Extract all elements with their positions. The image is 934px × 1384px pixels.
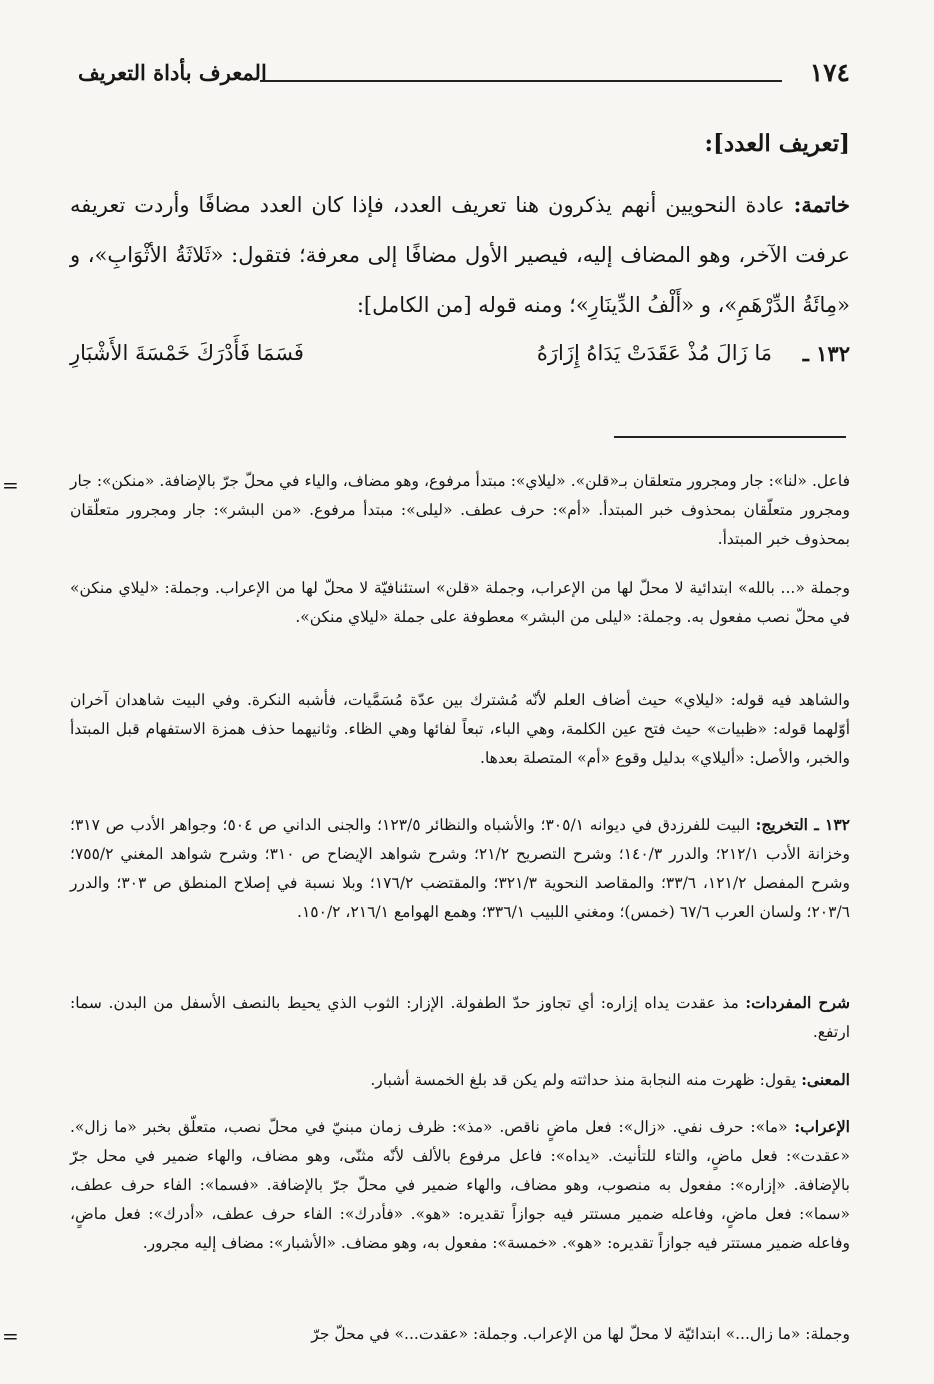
intro-text: عادة النحويين أنهم يذكرون هنا تعريف العدد، فإذا كان العدد مضافًا وأردت تعريفه عرفت الآخر، وهو المضاف إليه، فيصير الأول مضافًا إلى معرفة؛ فتقول: «ثَلاثَةُ الأثْوَابِ»، و «مِائَةُ الدِّرْهَمِ»، و «أَلْفُ الدِّينَارِ»؛ ومنه قوله [من الكامل]: bbox=[70, 193, 850, 317]
continuation-mark: = bbox=[2, 473, 19, 497]
running-title: المعرف بأداة التعريف bbox=[78, 60, 267, 85]
footnote-paragraph bbox=[70, 686, 850, 773]
footnote-paragraph bbox=[70, 574, 850, 632]
footnote-paragraph bbox=[2, 467, 850, 554]
verse-second-hemistich: فَسَمَا فَأَدْرَكَ خَمْسَةَ الأَشْبَارِ bbox=[70, 341, 304, 365]
takhrij-text: البيت للفرزدق في ديوانه ٣٠٥/١؛ والأشباه والنظائر ١٢٣/٥؛ والجنى الداني ص ٥٠٤؛ وجواهر الأدب ص ٣١٧؛ وخزانة الأدب ٢١٢/١؛ والدرر ١٤٠/٣؛ وشرح التصريح ٢١/٢؛ وشرح شواهد الإيضاح ص ٣١٠؛ وشرح شواهد المغني ٧٥٥/٢؛ وشرح المفصل ١٢١/٢، ٣٣/٦؛ والمقاصد النحوية ٣٢١/٣؛ والمقتضب ١٧٦/٢؛ وبلا نسبة في إصلاح المنطق ص ٣٠٣؛ والدرر ٢٠٣/٦؛ ولسان العرب ٦٧/٦ (خمس)؛ ومغني اللبيب ٣٣٦/١؛ وهمع الهوامع ٢١٦/١، ١٥٠/٢. bbox=[70, 816, 850, 921]
takhrij-label: ١٣٢ ـ التخريج: bbox=[755, 815, 850, 834]
irab-text: «ما»: حرف نفي. «زال»: فعل ماضٍ ناقص. «مذ»: ظرف زمان مبنيّ في محلّ نصب، متعلّق بخبر «ما زال». «عقدت»: فعل ماضٍ، والتاء للتأنيث. «يداه»: فاعل مرفوع بالألف لأنّه مثنّى، وهو مضاف، والهاء ضمير في محل جرّ بالإضافة. «إزاره»: مفعول به منصوب، وهو مضاف، والهاء ضمير في محلّ جرّ بالإضافة. «فسما»: الفاء حرف عطف، «سما»: فعل ماضٍ، وفاعله ضمير مستتر فيه جوازاً تقديره: «هو». «فأدرك»: الفاء حرف عطف، «أدرك»: فعل ماضٍ، وفاعله ضمير مستتر فيه جوازاً تقديره: «هو». «خمسة»: مفعول به، وهو مضاف. «الأشبار»: مضاف إليه مجرور. bbox=[70, 1118, 850, 1252]
footnote-text: وجملة «... بالله» ابتدائية لا محلّ لها من الإعراب، وجملة «قلن» استئنافيّة لا محلّ لها من الإعراب. وجملة: «ليلاي منكن» في محلّ نصب مفعول به. وجملة: «ليلى من البشر» معطوفة على جملة «ليلاي منكن». bbox=[70, 579, 850, 626]
header-rule bbox=[260, 80, 782, 82]
continuation-mark: = bbox=[2, 1324, 19, 1348]
mufradat-paragraph bbox=[70, 988, 850, 1047]
takhrij-paragraph bbox=[70, 810, 850, 927]
irab-paragraph bbox=[70, 1112, 850, 1258]
intro-paragraph bbox=[70, 180, 850, 330]
section-title: [تعريف العدد]: bbox=[704, 130, 850, 157]
verse-first-hemistich: مَا زَالَ مُذْ عَقَدَتْ يَدَاهُ إِزَارَهُ bbox=[536, 341, 772, 365]
page-header bbox=[70, 52, 850, 92]
maana-text: يقول: ظهرت منه النجابة منذ حداثته ولم يكن قد بلغ الخمسة أشبار. bbox=[370, 1071, 797, 1089]
poetry-verse bbox=[70, 335, 850, 379]
footnote-text: والشاهد فيه قوله: «ليلاي» حيث أضاف العلم لأنّه مُشترك بين عدّة مُسَمَّيات، فأشبه النكرة. وفي البيت شاهدان آخران أوّلهما قوله: «ظبيات» حيث فتح عين الكلمة، وهي الباء، تبعاً لفائها وهي الظاء. وثانيهما حذف همزة الاستفهام قبل المبتدأ والخبر، والأصل: «أليلاي» بدليل وقوع «أم» المتصلة بعدها. bbox=[70, 691, 850, 767]
maana-paragraph bbox=[70, 1065, 850, 1095]
page-number: ١٧٤ bbox=[809, 58, 850, 87]
irab-label: الإعراب: bbox=[794, 1117, 850, 1136]
verse-number: ١٣٢ ـ bbox=[802, 341, 850, 366]
footnote-separator bbox=[614, 436, 846, 438]
footnote-text: فاعل. «لنا»: جار ومجرور متعلقان بـ«قلن». «ليلاي»: مبتدأ مرفوع، وهو مضاف، والياء في محلّ جرّ بالإضافة. «منكن»: جار ومجرور متعلّقان بمحذوف خبر المبتدأ. «أم»: حرف عطف. «ليلى»: مبتدأ مرفوع. «من البشر»: جار ومجرور متعلّقان بمحذوف خبر المبتدأ. bbox=[70, 472, 850, 548]
footnote-text: وجملة: «ما زال...» ابتدائيّة لا محلّ لها من الإعراب. وجملة: «عقدت...» في محلّ جرّ bbox=[311, 1325, 850, 1343]
mufradat-text: مذ عقدت يداه إزاره: أي تجاوز حدّ الطفولة. الإزار: الثوب الذي يحيط بالنصف الأسفل من البدن. سما: ارتفع. bbox=[70, 994, 850, 1041]
intro-lead: خاتمة: bbox=[793, 192, 850, 217]
mufradat-label: شرح المفردات: bbox=[745, 993, 850, 1012]
book-page bbox=[2, 52, 850, 1348]
footnote-paragraph-last bbox=[2, 1320, 850, 1349]
maana-label: المعنى: bbox=[801, 1070, 850, 1089]
